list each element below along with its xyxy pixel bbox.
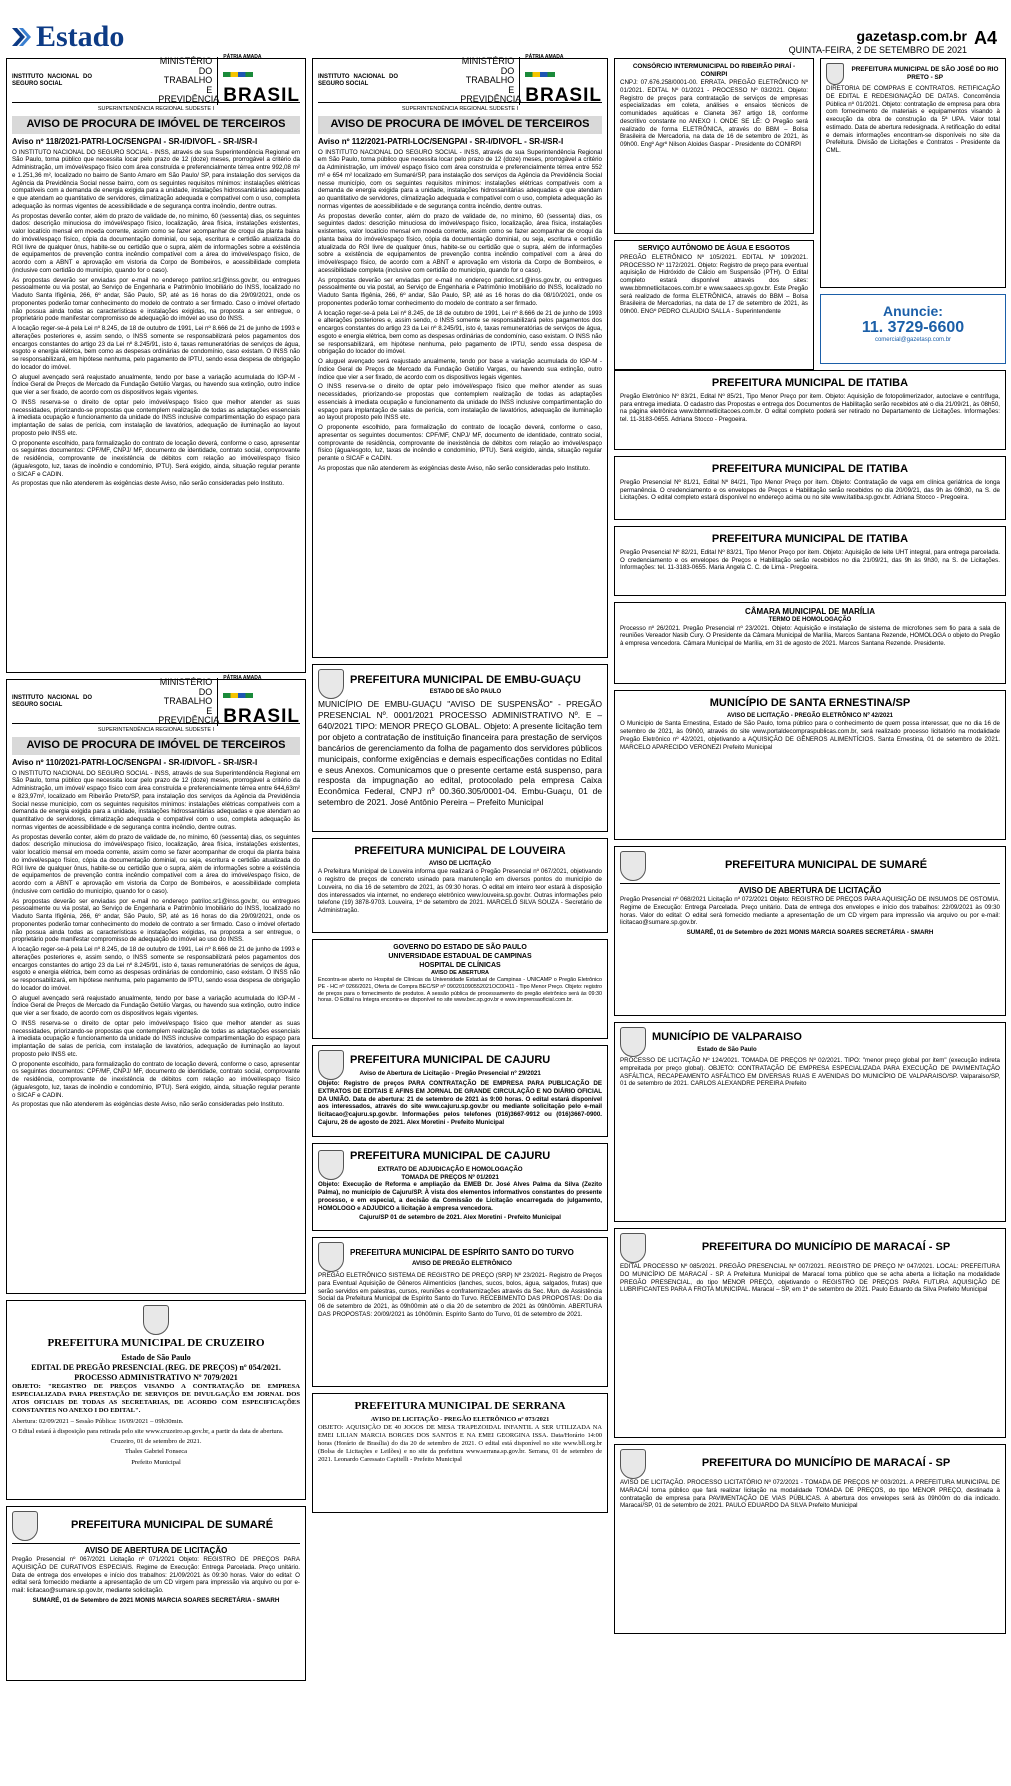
notice-header [620,1027,1000,1057]
paragraph: A Prefeitura Municipal de Louveira informa que realizará o Pregão Presencial nº 067/2021, objetivando o registro de preços de concreto usinado para manutenção em diversos pontos do município de Louveira, no dia 16 de setembro de 2021, às 09:30 horas. O edital em inteiro teor estará à disposição dos interessados via internet, no endereço eletrônico www.louveira.sp.gov.br. Outras informações pelo telefone (19) 3878-9703. Louveira, 1º de setembro de 2021. MARCELO SILVA SOUZA - Secretário de Administração. [318,868,602,914]
issue-date: QUINTA-FEIRA, 2 DE SETEMBRO DE 2021 [788,45,967,55]
city-crest-icon [12,1511,38,1541]
notice-number: Aviso nº 112/2021-PATRI-LOC/SENGPAI - SR-I/DIVOFL - SR-I/SR-I [318,136,564,146]
notice-title: PREFEITURA MUNICIPAL DE CAJURU [350,1054,551,1067]
notice-title: PREFEITURA MUNICIPAL DE ITATIBA [711,463,909,475]
city-crest-icon [620,851,646,881]
unicamp-notice [312,939,608,1039]
louveira-notice [312,838,608,933]
paragraph: Objeto: Execução de Reforma e ampliação da EMEB Dr. José Alves Palma da Silva (Zezito Palma), no município de Cajuru/SP. À vista dos elementos informativos constantes do presente processo, e em especial, a decisão da Comissão de Licitação encarregada do julgamento, HOMOLOGO e ADJUDICO a licitação à empresa vencedora. [318,1181,602,1212]
superintendencia: SUPERINTENDÊNCIA REGIONAL SUDESTE I [401,106,519,112]
inss-logo-row [12,675,300,728]
ministry-logo: MINISTÉRIO DO TRABALHO E PREVIDÊNCIA [158,56,220,105]
paragraph: As propostas deverão conter, além do prazo de validade de, no mínimo, 60 (sessenta) dias, os seguintes dados: descrição minuciosa do imóvel/espaço físico, localização, área física, instalações existentes, valor locatício mensal em moeda corrente, assim como se fazer acompanhar de croqui da planta baixa do imóvel/espaço físico, cópia da documentação dominial, ou seja, escritura e certidão atualizada do RGI livre de qualquer ônus, habite-se ou certidão que o supra, além de informações sobre a existência de equipamentos de prevenção contra incêndio compatível com a área do imóvel/espaço físico, de acordo com a ABNT e aprovação em vistoria da Corpo de Bombeiros, e acessibilidade completa (inclusive com certidão do município, quando for o caso). [318,212,602,274]
paragraph: O INSS reserva-se o direito de optar pelo imóvel/espaço físico que melhor atender as suas necessidades, priorizando-se propostas que contemplem realização de todas as adaptações essenciais à imediata ocupação e funcionamento da unidade do INSS inclusive compartimentação do espaço para implantação de salas de perícia, com instalação de lavatórios, adequação de iluminação ao layout proposto pelo INSS etc. [12,398,300,437]
notice-number: TOMADA DE PREÇOS Nº 01/2021 [401,1173,499,1181]
notice-title: AVISO DE PROCURA DE IMÓVEL DE TERCEIROS [12,737,300,755]
column-1 [6,54,306,1687]
column-4 [820,58,1006,364]
notice-header [318,1148,602,1181]
edital-number: EDITAL DE PREGÃO PRESENCIAL (REG. DE PREÇOS) nº 054/2021. [31,1362,281,1372]
inss-logo: INSTITUTO NACIONAL DO SEGURO SOCIAL [318,74,398,87]
signatory-role: Prefeito Municipal [131,1458,181,1466]
sjrp-notice [820,58,1006,288]
paragraph: O INSS reserva-se o direito de optar pelo imóvel/espaço físico que melhor atender as suas necessidades, priorizando-se propostas que contemplem realização de todas as adaptações essenciais à imediata ocupação e funcionamento da unidade do INSS inclusive compartimentação do espaço para implantação de salas de perícia, com instalação de lavatórios, adequação de iluminação ao layout proposto pelo INSS etc. [12,1019,300,1058]
inss-notice-112 [312,54,608,658]
paragraph: O INSTITUTO NACIONAL DO SEGURO SOCIAL - INSS, através de sua Superintendência Regional em São Paulo, torna público que necessita locar pelo prazo de 12 (doze) meses, prorrogável a critério da Administração, um imóvel/espaço físico com área construída e preferencialmente térrea entre 992,08 m² e 1.251,36 m², localizado no bairro de Santo Amaro em São Paulo/ SP, para instalação dos serviços da Agência da Previdência Social nesse bairro, com os seguintes requisitos mínimos: instalações elétricas compatíveis com a demanda de energia exigida para a unidade, instalações hidrossanitárias adequadas e que atendam ao quantitativo de servidores, climatização adequada e compatível com o uso, completa adequação às normas vigentes de acessibilidade e de segurança contra incêndio, dentre outras. [12,148,300,210]
paragraph: O INSS reserva-se o direito de optar pelo imóvel/espaço físico que melhor atender as suas necessidades, priorizando-se propostas que contemplem realização de todas as adaptações essenciais à imediata ocupação e funcionamento da unidade do INSS inclusive compartimentação do espaço para implantação de salas de perícia, com instalação de lavatórios, adequação de iluminação ao layout proposto pelo INSS etc. [318,383,602,422]
inss-notice-118 [6,54,306,673]
inss-notice-110 [6,675,306,1294]
ad-email[interactable]: comercial@gazetasp.com.br [874,337,952,343]
signatory: Cajuru/SP 01 de setembro de 2021. Alex Moretini - Prefeito Municipal [359,1214,561,1222]
notice-title: PREFEITURA MUNICIPAL DE CRUZEIRO [47,1337,265,1349]
notice-state: Estado de São Paulo [121,1352,191,1362]
brasil-logo: PÁTRIA AMADA BRASIL [525,54,602,107]
saae-notice [614,240,814,370]
column-3 [614,58,814,376]
serrana-notice [312,1393,608,1513]
flag-icon [223,693,253,698]
paragraph: DIRETORIA DE COMPRAS E CONTRATOS. RETIFICAÇÃO DE EDITAL E REDESIGNAÇÃO DE DATAS. Concorrência Pública nº 01/2021. Objeto: contratação de empresa para obra com fornecimento de materiais e equipamentos visando à execução da obra de construção da 5ª UPA. Valor total estimado. Data de abertura redesignada. A retificação do edital e demais informações encontram-se disponíveis no site da Prefeitura. Divisão de Licitações e Contratos - Presidente da CML. [826,85,1000,154]
brasil-logo: PÁTRIA AMADA BRASIL [223,675,300,728]
notice-title: PREFEITURA MUNICIPAL DE SUMARÉ [70,1519,274,1532]
notice-title: PREFEITURA MUNICIPAL DE SÃO JOSÉ DO RIO PRETO - SP [851,66,999,81]
paragraph: As propostas deverão conter, além do prazo de validade de, no mínimo, 60 (sessenta) dias, os seguintes dados: descrição minuciosa do imóvel/espaço físico, localização, área física, instalações existentes, valor locatício mensal em moeda corrente, assim como se fazer acompanhar de croqui da planta baixa do imóvel/espaço físico, cópia da documentação dominial, ou seja, escritura e certidão atualizada do RGI livre de qualquer ônus, habite-se ou certidão que o supra, além de informações sobre a existência de equipamentos de prevenção contra incêndio compatível com a área do imóvel/espaço físico, de acordo com a ABNT e aprovação em vistoria da Corpo de Bombeiros, e acessibilidade completa (inclusive com certidão do município, quando for o caso). [12,833,300,895]
paragraph: A locação reger-se-á pela Lei nº 8.245, de 18 de outubro de 1991, Lei nº 8.666 de 21 de junho de 1993 e alterações posteriores e, assim sendo, o INSS somente se responsabilizará pelos pagamentos dos encargos constantes do artigo 23 da Lei nº 8.245/91, isto é, taxas remuneratórias de serviços de água, esgoto e energia elétrica, bem como as despesas ordinárias de condomínio, caso existam. O INSS não se responsabilizará, em hipótese nenhuma, pelo pagamento de IPTU, sendo essa despesa de obrigação do locador do imóvel. [12,946,300,992]
paragraph: PREGÃO ELETRÔNICO Nº 105/2021. EDITAL Nº 109/2021. PROCESSO Nº 1172/2021. Objeto: Registro de preço para eventual aquisição de Hidróxido de Cálcio em Suspensão (PTH). O Edital completo estará disponível através dos sites: www.bbmnetlicitacoes.com.br e www.saaecs.sp.gov.br. Este Pregão será realizado de forma ELETRÔNICA, através do BBM – Bolsa Brasileira de Mercadorias, na data de 17 de setembro de 2021, às 09h00. ENGº PEDRO CLAUDIO SALLA - Superintendente [620,253,808,315]
paragraph: Abertura: 02/09/2021 – Sessão Pública: 16/09/2021 – 09h30min. [12,1417,184,1425]
inss-logo-row [12,54,300,107]
paragraph: As propostas deverão conter, além do prazo de validade de, no mínimo, 60 (sessenta) dias, os seguintes dados: descrição minuciosa do imóvel/espaço físico, localização, área física, instalações existentes, valor locatício mensal em moeda corrente, assim como se fazer acompanhar de croqui da planta baixa do imóvel/espaço físico, cópia da documentação dominial, ou seja, escritura e certidão atualizada do RGI livre de qualquer ônus, habite-se ou certidão que o supra, além de informações sobre a existência de equipamentos de prevenção contra incêndio compatível com a área do imóvel/espaço físico, de acordo com a ABNT e aprovação em vistoria da Corpo de Bombeiros, e acessibilidade completa (inclusive com certidão do município, quando for o caso). [12,212,300,274]
inss-logo: INSTITUTO NACIONAL DO SEGURO SOCIAL [12,74,92,87]
city-crest-icon [318,1150,344,1180]
paragraph: As propostas deverão ser enviadas por e-mail no endereço patriloc.sr1@inss.gov.br, ou entregues pessoalmente ou via postal, ao Serviço de Engenharia e Patrimônio Imobiliário do INSS, localizado no Viaduto Santa Ifigênia, 266, 6º andar, São Paulo, SP, até as 16 horas do dia 08/10/2021, onde os proponentes poderão tomar conhecimento do modelo de contrato a ser firmado. [318,276,602,307]
notice-title: CONSÓRCIO INTERMUNICIPAL DO RIBEIRÃO PIRAÍ - CONIRPI [632,63,796,78]
notice-state: Estado de São Paulo [697,1047,757,1054]
column-right [614,370,1006,1640]
page-number: A4 [973,28,997,48]
notice-title: MUNICÍPIO DE VALPARAISO [652,1031,802,1044]
signatory: SUMARÉ, 01 de Setembro de 2021 MONIS MARCIA SOARES SECRETÁRIA - SMARH [32,1596,280,1604]
brasil-logo: PÁTRIA AMADA BRASIL [223,54,300,107]
paragraph: PREGÃO ELETRÔNICO SISTEMA DE REGISTRO DE PREÇO (SRP) Nº 23/2021- Registro de Preços para Eventual Aquisição de Gêneros Alimentícios (lanches, sucos, bolos, água, salgados, frutas) que serão servidos em palestras, cursos, reuniões e confraternizações através da Sec. Mun. de Assistência Social da Prefeitura Municipal de Espírito Santo do Turvo. RECEBIMENTO DAS PROPOSTAS: Do dia 06 de setembro de 2021, às 09h00min até o dia 20 de setembro de 2021 às 09h00min. ABERTURA DAS PROPOSTAS: 20/09/2021 às 10h00min. Espírito Santo do Turvo, 01 de setembro de 2021. [318,1272,602,1318]
ministry-logo: MINISTÉRIO DO TRABALHO E PREVIDÊNCIA [460,56,522,105]
paragraph: A locação reger-se-á pela Lei nº 8.245, de 18 de outubro de 1991, Lei nº 8.666 de 21 de junho de 1993 e alterações posteriores e, assim sendo, o INSS somente se responsabilizará pelos pagamentos dos encargos constantes do artigo 23 da Lei nº 8.245/91, isto é, taxas remuneratórias de serviços de água, esgoto e energia elétrica, bem como as despesas ordinárias de condomínio, caso existam. O INSS não se responsabilizará, em hipótese nenhuma, pelo pagamento de IPTU, sendo essa despesa de obrigação do locador do imóvel. [12,325,300,371]
city-crest-icon [620,1027,646,1057]
city-crest-icon [620,1449,646,1479]
signatory: Thales Gabriel Fonseca [124,1448,188,1456]
sumare-notice-2 [614,846,1006,1016]
paragraph: CNPJ: 07.676.258/0001-00. ERRATA. PREGÃO ELETRÔNICO Nº 01/2021. EDITAL Nº 01/2021 - PROCESSO Nº 03/2021. Objeto: Registro de preços para contratação de serviços de empresas especializadas em coleta, análises e ensaios técnicos de comunidades aquáticas e Cianeta 367 artigo 18, conforme descritivo constante no ANEXO I. ONDE SE LÊ: O Pregão será realizado de forma ELETRÔNICA, através do BBM – Bolsa Brasileira de Mercadoria, na data de 16 de setembro de 2021, às 09h00. Engº Agrº Nilson Aloides Gaspar - Presidente do CONIRPI [620,79,808,148]
column-2 [312,54,608,1519]
embu-guacu-notice [312,664,608,832]
ad-phone[interactable]: 11. 3729-6600 [861,319,965,336]
notice-header [826,63,1000,85]
paragraph: Processo nº 26/2021. Pregão Presencial nº 23/2021. Objeto: Aquisição e instalação de sistema de microfones sem fio para a sala de reuniões Vereador Nasib Cury. O Presidente da Câmara Municipal de Marília, Marcos Santana Rezende, HOMOLOGA o objeto do Pregão à empresa vencedora. Câmara Municipal de Marília, em 31 de agosto de 2021. Marcos Santana Rezende. Presidente. [620,624,1000,647]
signatory: SUMARÉ, 01 de Setembro de 2021 MONIS MARCIA SOARES SECRETÁRIA - SMARH [686,929,934,936]
notice-title: PREFEITURA MUNICIPAL DE SUMARÉ [724,859,928,872]
notice-number: Aviso nº 118/2021-PATRI-LOC/SENGPAI - SR-I/DIVOFL - SR-I/SR-I [12,136,258,146]
paragraph: As propostas que não atenderem às exigências deste Aviso, não serão consideradas pelo Instituto. [12,480,284,488]
paragraph: Pregão Eletrônico Nº 83/21, Edital Nº 85/21, Tipo Menor Preço por item. Objeto: Aquisição de fotopolimerizador, autoclave e centrífuga, para entrega imediata. O cadastro das Propostas e entrega dos Documentos de Habilitação serão recebidos até o dia 21/09/21, às 08h50, na página eletrônica www.bbmnetlicitacoes.com.br. O edital completo poderá ser retirado no Departamento de Licitações. Informações: tel. 11-3183-0655. Adriana Stocco - Pregoeira. [620,392,1000,423]
notice-subtitle: AVISO DE ABERTURA [430,970,490,977]
notice-subtitle: AVISO DE PREGÃO ELETRÔNICO [411,1260,512,1268]
notice-header [620,1449,1000,1479]
notice-title: UNIVERSIDADE ESTADUAL DE CAMPINAS [388,952,532,960]
notice-title: AVISO DE PROCURA DE IMÓVEL DE TERCEIROS [12,116,300,134]
city-crest-icon [143,1305,169,1335]
paragraph: O proponente escolhido, para formalização do contrato de locação deverá, conforme o caso, apresentar os seguintes documentos: CPF/MF, CNPJ/ MF, documento de identidade, contrato social, comprovante de residência, comprovante de inexistência de débitos com relação ao imóvel/espaço físico (água/esgoto, luz, taxas de incêndio e condomínio, IPTU). Será exigido, ainda, situação regular perante o SICAF e CADIN. [12,1060,300,1099]
notice-header [620,1233,1000,1263]
paragraph: As propostas deverão ser enviadas por e-mail no endereço patriloc.sr1@inss.gov.br, ou entregues pessoalmente ou via postal, ao Serviço de Engenharia e Patrimônio Imobiliário do INSS, localizado no Viaduto Santa Ifigênia, 266, 6º andar, São Paulo, SP, até as 16 horas do dia 29/09/2021, onde os proponentes poderão tomar conhecimento do modelo de contrato a ser firmado. Caso o imóvel ofertado não possua ainda todas as características e instalações exigidas, na proposta a ser entregue, o proprietário pode manifestar compromisso de adequação do imóvel ao uso do INSS. [12,276,300,323]
itatiba-notice-1 [614,370,1006,450]
ministry-logo: MINISTÉRIO DO TRABALHO E PREVIDÊNCIA [158,677,220,726]
paragraph: AVISO DE LICITAÇÃO. PROCESSO LICITATÓRIO Nº 072/2021 - TOMADA DE PREÇOS Nº 003/2021. A PREFEITURA MUNICIPAL DE MARACAÍ torna público que fará realizar licitação na modalidade TOMADA DE PREÇOS, do tipo MENOR PREÇO, destinada à contratação de empresa para PAVIMENTAÇÃO DE VIAS PÚBLICAS. A abertura dos envelopes será às 09h00m do dia indicado. Maracaí/SP, 01 de setembro de 2021. PAULO EDUARDO DA SILVA Prefeito Municipal [620,1479,1000,1510]
flag-icon [525,72,555,77]
paragraph: As propostas que não atenderem às exigências deste Aviso, não serão consideradas pelo Instituto. [318,464,590,472]
notice-subtitle: AVISO DE ABERTURA DE LICITAÇÃO [84,1546,228,1555]
notice-title: CÂMARA MUNICIPAL DE MARÍLIA [744,607,876,616]
cajuru-notice-2 [312,1143,608,1231]
notice-title: PREFEITURA MUNICIPAL DE CAJURU [350,1150,551,1162]
marilia-notice [614,602,1006,684]
notice-title: PREFEITURA MUNICIPAL DE ITATIBA [711,533,909,545]
paragraph: O aluguel avençado será reajustado anualmente, tendo por base a variação acumulada do IGP-M - Índice Geral de Preços de Mercado da Fundação Getúlio Vargas, ou havendo sua extinção, outro índice que vier a ser fixado, de acordo com os dispositivos legais vigentes. [318,358,602,381]
paragraph: As propostas deverão ser enviadas por e-mail no endereço patriloc.sr1@inss.gov.br, ou entregues pessoalmente ou via postal, ao Serviço de Engenharia e Patrimônio Imobiliário do INSS, localizado no Viaduto Santa Ifigênia, 266, 6º andar, São Paulo, SP, até as 16 horas do dia 29/09/2021, onde os proponentes poderão tomar conhecimento do modelo de contrato a ser firmado. Caso o imóvel ofertado não possua ainda todas as características e instalações exigidas, na proposta a ser entregue, o proprietário pode manifestar compromisso de adequação do imóvel ao uso do INSS. [12,897,300,944]
paragraph: Objeto: Registro de preços PARA CONTRATAÇÃO DE EMPRESA PARA PUBLICAÇÃO DE EXTRATOS DE EDITAIS E AFINS EM JORNAL DE GRANDE CIRCULAÇÃO E NO DIÁRIO OFICIAL DA UNIÃO. Data de abertura: 21 de setembro de 2021 às 9:00 horas. O edital estará disponível aos interessados, através do site www.cajuru.sp.gov.br ou mediante solicitação pelo e-mail licitacao@cajuru.sp.gov.br. Informações pelos telefones (016)3667-9912 ou (016)3667-0900. Cajuru, 26 de agosto de 2021. Alex Moretini - Prefeito Municipal [318,1080,602,1126]
notice-title: SERVIÇO AUTÔNOMO DE ÁGUA E ESGOTOS [638,245,790,252]
processo-number: PROCESSO ADMINISTRATIVO Nº 7079/2021 [74,1372,238,1382]
paragraph: Pregão Presencial nº 068/2021 Licitação nº 072/2021 Objeto: REGISTRO DE PREÇOS PARA AQUISIÇÃO DE INSUMOS DE OSTOMIA. Regime de Execução: Entrega Parcelada. Preço unitário. Data de entrega dos envelopes e início dos trabalhos: 22/09/2021 às 09:30 horas. Valor do edital: O edital será fornecido mediante a apresentação de um CD virgem para impressão via arquivo ou por e-mail: licitacao@sumare.sp.gov.br. [620,896,1000,927]
paragraph: O aluguel avençado será reajustado anualmente, tendo por base a variação acumulada do IGP-M - Índice Geral de Preços de Mercado da Fundação Getúlio Vargas, ou havendo sua extinção, outro índice que vier a ser fixado, de acordo com os dispositivos legais vigentes. [12,994,300,1018]
ad-title: Anuncie: [883,303,943,319]
notice-header [318,1242,602,1272]
itatiba-notice-3 [614,526,1006,596]
notice-header [318,669,602,699]
inss-logo-row [318,54,602,107]
notice-number: Aviso nº 110/2021-PATRI-LOC/SENGPAI - SR-I/DIVOFL - SR-I/SR-I [12,757,258,767]
paragraph: Encontra-se aberto no Hospital de Clínicas da Universidade Estadual de Campinas - UNICAMP o Pregão Eletrônico PE - HC nº 0266/2021, Oferta de Compra BEC/SP nº 090201090552021OC00411 - Tipo Menor Preço. Objeto: registro de preços para o fornecimento de produtos. A sessão pública de processamento do pregão eletrônico será às 09:30 horas. O Edital na íntegra encontra-se disponível no site www.bec.sp.gov.br e www.imprensaoficial.com.br. [318,977,602,1004]
notice-title: PREFEITURA MUNICIPAL DE LOUVEIRA [354,845,566,857]
paragraph: O INSTITUTO NACIONAL DO SEGURO SOCIAL - INSS, através de sua Superintendência Regional em São Paulo, torna público que necessita locar pelo prazo de 12 (doze) meses, prorrogável a critério da Administração, um imóvel/ espaço físico com área construída e preferencialmente térrea entre 552 m² e 654 m² localizado em Sumaré/SP, para instalação dos serviços da Agência da Previdência Social nesse município, com os seguintes requisitos mínimos: instalações elétricas compatíveis com a demanda de energia exigida para a unidade, instalações hidrossanitárias adequadas e que atendam ao quantitativo de servidores, climatização adequada e compatível com o uso, completa adequação às normas vigentes de acessibilidade e de segurança contra incêndio, dentre outras. [318,148,602,210]
paragraph: EDITAL PROCESSO Nº 085/2021. PREGÃO PRESENCIAL Nº 007/2021. REGISTRO DE PREÇO Nº 047/2021. LOCAL: PREFEITURA DO MUNICÍPIO DE MARACAÍ - SP. A Prefeitura Municipal de Maracaí torna público que se acha aberta a licitação na modalidade PREGÃO PRESENCIAL, do tipo MENOR PREÇO, objetivando o REGISTRO DE PREÇOS PARA FUTURA AQUISIÇÃO DE LUBRIFICANTES PARA A FROTA MUNICIPAL. Maracaí – SP, em 1º de setembro de 2021. Paulo Eduardo da Silva Prefeito Municipal [620,1263,1000,1294]
notice-title: GOVERNO DO ESTADO DE SÃO PAULO [393,944,527,951]
notice-subtitle: TERMO DE HOMOLOGAÇÃO [768,617,852,623]
itatiba-notice-2 [614,456,1006,520]
page-header [0,0,1011,55]
notice-title: PREFEITURA DO MUNICÍPIO DE MARACAÍ - SP [701,1457,951,1470]
paragraph: O proponente escolhido, para formalização do contrato de locação deverá, conforme o caso, apresentar os seguintes documentos: CPF/MF, CNPJ/ MF, documento de identidade, contrato social, comprovante de residência, comprovante de inexistência de débitos com relação ao imóvel/espaço físico (água/esgoto, luz, taxas de incêndio e condomínio, IPTU). Será exigido, ainda, situação regular perante o SICAF e CADIN. [12,439,300,478]
notice-title: PREFEITURA DO MUNICÍPIO DE MARACAÍ - SP [701,1241,951,1254]
cruzeiro-notice [6,1300,306,1500]
notice-title: HOSPITAL DE CLÍNICAS [419,961,501,969]
paragraph: A locação reger-se-á pela Lei nº 8.245, de 18 de outubro de 1991, Lei nº 8.666 de 21 de junho de 1993 e alterações posteriores e, assim sendo, o INSS somente se responsabilizará pelos pagamentos dos encargos constantes do artigo 23 da Lei nº 8.245/91, isto é, taxas remuneratórias de serviços de água, esgoto e energia elétrica, bem como as despesas ordinárias de condomínio, caso existam. O INSS não se responsabilizará, em hipótese nenhuma, pelo pagamento de IPTU, sendo essa despesa de obrigação do locador do imóvel. [318,309,602,356]
santa-ernestina-notice [614,690,1006,840]
notice-subtitle: Aviso de Abertura de Licitação - Pregão Presencial nº 29/2021 [359,1070,541,1077]
section-title [10,20,124,54]
maracai-notice-2 [614,1444,1006,1634]
notice-title: PREFEITURA MUNICIPAL DE ITATIBA [711,377,909,389]
paragraph: PROCESSO DE LICITAÇÃO Nº 124/2021. TOMADA DE PREÇOS Nº 02/2021. TIPO: "menor preço global por item" (execução indireta empreitada por preço global). OBJETO: CONTRATAÇÃO DE EMPRESA ESPECIALIZADA PARA EXECUÇÃO DE PAVIMENTAÇÃO ASFÁLTICA, RECAPEAMENTO ASFÁLTICO EM DIVERSAS RUAS E AVENIDAS DO MUNICÍPIO DE VALPARAISO/SP. Valparaiso/SP, 01 de setembro de 2021. CARLOS ALEXANDRE PEREIRA Prefeito [620,1057,1000,1088]
superintendencia: SUPERINTENDÊNCIA REGIONAL SUDESTE I [97,106,215,112]
paragraph: OBJETO: "REGISTRO DE PREÇOS VISANDO A CONTRATAÇÃO DE EMPRESA ESPECIALIZADA PARA PRESTAÇÃO DE SERVIÇOS DE DIVULGAÇÃO EM JORNAL DOS ATOS OFICIAIS DE TODAS AS SECRETARIAS, DE ACORDO COM ESPECIFICAÇÕES CONSTANTES NO ANEXO I DO EDITAL". [12,1382,300,1415]
paragraph: Pregão Presencial Nº 82/21, Edital Nº 83/21, Tipo Menor Preço por item. Objeto: Aquisição de leite UHT integral, para entrega parcelada. O credenciamento e os envelopes de Preços e Habilitação serão recebidos no dia 21/09/21, das 9h às 9h30, na S. de Licitações. Informações: tel. 11-3183-0655. Maria Angela C. C. de Lima - Pregoeira. [620,548,1000,572]
notice-title: PREFEITURA MUNICIPAL DE EMBU-GUAÇU [350,673,581,686]
chevron-right-icon [10,26,32,48]
notice-subtitle: AVISO DE LICITAÇÃO - PREGÃO ELETRÔNICO Nº 42/2021 [727,712,893,719]
valparaiso-notice [614,1022,1006,1222]
header-right [789,28,967,55]
notice-header [12,1511,300,1541]
notice-header [318,1050,602,1080]
maracai-notice-1 [614,1228,1006,1438]
paragraph: O Município de Santa Ernestina, Estado de São Paulo, torna público para o conhecimento de quem possa interessar, que no dia 16 de setembro de 2021, às 09h00, através do site www.portaldecompraspublicas.com.br, será realizado processo licitatório na modalidade Pregão Eletrônico nº 42/2021, objetivando a AQUISIÇÃO DE GÊNEROS ALIMENTÍCIOS. Santa Ernestina, 01 de setembro de 2021. MARCELO APARECIDO VERONEZI Prefeito Municipal [620,720,1000,751]
paragraph: As propostas que não atenderem às exigências deste Aviso, não serão consideradas pelo Instituto. [12,1101,284,1109]
conirpi-notice [614,58,814,234]
sumare-notice-1 [6,1506,306,1681]
notice-title: MUNICÍPIO DE SANTA ERNESTINA/SP [709,697,911,709]
notice-header [620,851,1000,881]
notice-title: PREFEITURA MUNICIPAL DE SERRANA [354,1400,566,1412]
paragraph: O aluguel avençado será reajustado anualmente, tendo por base a variação acumulada do IGP-M - Índice Geral de Preços de Mercado da Fundação Getúlio Vargas, ou havendo sua extinção, outro índice que vier a ser fixado, de acordo com os dispositivos legais vigentes. [12,373,300,397]
paragraph: OBJETO: AQUISIÇÃO DE 40 JOGOS DE MESA TRAPEZOIDAL INFANTIL A SER UTILIZADA NA EMEI LILIAN MARCIA BORGES DOS SANTOS E NA EMEI GEORGINA ISSA. Data/Horário 14:00 horas (Horário de Brasília) do dia 20 de setembro de 2021. O edital está disponível no site www.bll.org.br (Bolsa de Licitações e Leilões) e no site da prefeitura www.serrana.sp.gov.br. Serrana, 01 de setembro de 2021. Leonardo Caressato Capitelli - Prefeito Municipal [318,1423,602,1463]
flag-icon [223,72,253,77]
notice-state: ESTADO DE SÃO PAULO [429,689,502,696]
paragraph: O Edital estará à disposição para retirada pelo site www.cruzeiro.sp.gov.br, a partir da data de abertura. [12,1427,284,1435]
notice-subtitle: AVISO DE ABERTURA DE LICITAÇÃO [738,886,882,895]
espirito-santo-notice [312,1237,608,1387]
paragraph: O INSTITUTO NACIONAL DO SEGURO SOCIAL - INSS, através de sua Superintendência Regional em São Paulo, torna público que necessita locar pelo prazo de 12 (doze) meses, prorrogável a critério da Administração, um imóvel/ espaço físico com área construída e preferencialmente térrea entre 644,63m² e 823,97m², localizado em Ribeirão Preto/SP, para instalação dos serviços da Agência da Previdência Social nesse município, com os seguintes requisitos mínimos: instalações elétricas compatíveis com a demanda de energia exigida para a unidade, instalações hidrossanitárias adequadas e que atendam ao quantitativo de servidores, climatização adequada e compatível com o uso, completa adequação às normas vigentes de acessibilidade e de segurança contra incêndio, dentre outras. [12,769,300,831]
paragraph: MUNICÍPIO DE EMBU-GUAÇU "AVISO DE SUSPENSÃO" - PREGÃO PRESENCIAL Nº. 0001/2021 PROCESSO ADMINISTRATIVO Nº. E – 640/2021 TIPO: MENOR PREÇO GLOBAL. Objeto: A presente licitação tem por objeto a contratação de instituição financeira para prestação de serviços bancários de gerenciamento da folha de pagamento dos servidores públicos municipais, conforme exigências e demais especificações contidas no Edital e seus Anexos. Comunicamos que o presente certame está suspenso, para resposta da impugnação ao edital, protocolado pela empresa Caixa Econômica Federal, CNPJ nº 00.360.305/0001-04. Embu-Guaçu, 01 de setembro de 2021. José Antônio Pereira – Prefeito Municipal [318,699,602,808]
city-crest-icon [826,63,844,85]
paragraph: O proponente escolhido, para formalização do contrato de locação deverá, conforme o caso, apresentar os seguintes documentos: CPF/MF, CNPJ/ MF, documento de identidade, contrato social, comprovante de residência, comprovante de inexistência de débitos com relação ao imóvel/espaço físico (água/esgoto, luz, taxas de incêndio e condomínio, IPTU). Será exigido, ainda, situação regular perante o SICAF e CADIN. [318,424,602,463]
notice-subtitle: AVISO DE LICITAÇÃO - PREGÃO ELETRÔNICO nº 073/2021 [370,1415,550,1423]
paragraph: Pregão Presencial Nº 81/21, Edital Nº 84/21, Tipo Menor Preço por item. Objeto: Contratação de vaga em clínica geriátrica de longa permanência. O credenciamento e os envelopes de Preços e Habilitação serão recebidos no dia 20/09/21, das 9h às 09h30, na S. de Licitações. O edital completo estará disponível no endereço acima ou no site www.itatiba.sp.gov.br. Adriana Stocco - Pregoeira. [620,478,1000,502]
notice-title: AVISO DE PROCURA DE IMÓVEL DE TERCEIROS [318,116,602,134]
ad-box[interactable] [820,294,1006,364]
superintendencia: SUPERINTENDÊNCIA REGIONAL SUDESTE I [97,727,215,733]
cajuru-notice-1 [312,1045,608,1137]
site-url[interactable]: gazetasp.com.br [856,28,967,44]
paragraph: Pregão Presencial nº 067/2021 Licitação nº 071/2021 Objeto: REGISTRO DE PREÇOS PARA AQUISIÇÃO DE CURATIVOS ESPECIAIS. Regime de Execução: Entrega Parcelada. Preço unitário. Data de entrega dos envelopes e início dos trabalhos: 21/09/2021 às 09:30 horas. Valor do edital: O edital será fornecido mediante a apresentação de um CD virgem para impressão via arquivo ou por e-mail: licitacao@sumare.sp.gov.br, mediante solicitação. [12,1556,300,1594]
city-crest-icon [318,1242,344,1272]
city-crest-icon [318,1050,344,1080]
city-crest-icon [318,669,344,699]
section-label: Estado [36,20,125,53]
city-crest-icon [620,1233,646,1263]
notice-subtitle: EXTRATO DE ADJUDICAÇÃO E HOMOLOGAÇÃO [377,1165,523,1173]
notice-subtitle: AVISO DE LICITAÇÃO [428,860,492,867]
notice-date: Cruzeiro, 01 de setembro de 2021. [110,1438,202,1446]
notice-title: PREFEITURA MUNICIPAL DE ESPÍRITO SANTO DO TURVO [350,1248,574,1258]
inss-logo: INSTITUTO NACIONAL DO SEGURO SOCIAL [12,695,92,708]
